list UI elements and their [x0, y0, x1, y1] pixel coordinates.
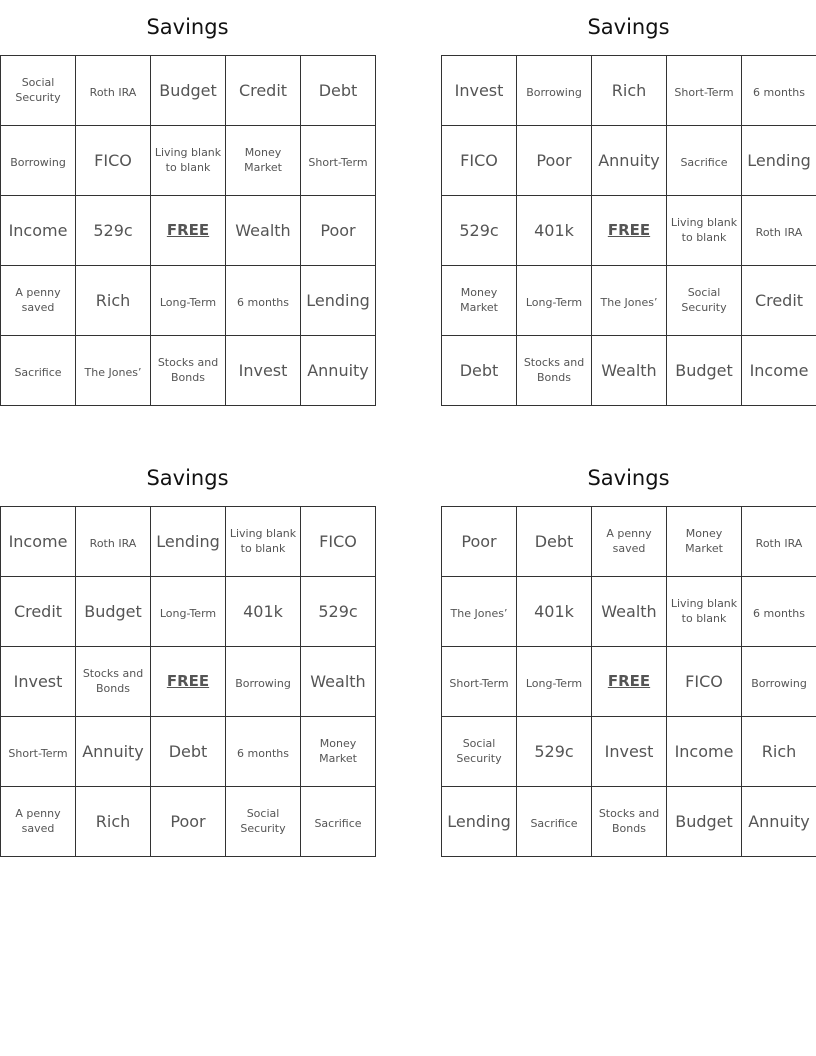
grid-row: [442, 577, 816, 647]
cell-label: Lending: [306, 290, 370, 310]
cell-label: Poor: [320, 220, 356, 240]
grid-cell: [517, 266, 592, 336]
grid-cell: [76, 126, 151, 196]
grid-cell: [151, 647, 226, 717]
cell-label: Living blank to blank: [670, 596, 738, 625]
grid-row: [442, 647, 816, 717]
grid-cell: [517, 717, 592, 787]
grid-cell: [76, 196, 151, 266]
cell-label: FICO: [94, 150, 132, 170]
cell-label: 6 months: [753, 606, 805, 620]
cell-label: Credit: [754, 290, 804, 310]
cell-label: Sacrifice: [680, 155, 728, 169]
grid-cell: [667, 507, 742, 577]
grid-cell: [517, 507, 592, 577]
grid-cell: [442, 717, 517, 787]
grid-cell: [1, 266, 76, 336]
grid-row: [442, 266, 816, 336]
grid-row: [1, 266, 376, 336]
cell-label: FICO: [319, 531, 357, 551]
grid-cell: [742, 336, 816, 406]
grid-cell: [517, 56, 592, 126]
grid-cell: [1, 126, 76, 196]
cell-label: Wealth: [235, 220, 291, 240]
grid-cell: [442, 507, 517, 577]
grid-cell: [592, 266, 667, 336]
grid-cell: [592, 647, 667, 717]
grid-cell: [226, 56, 301, 126]
cell-label: The Jones’: [600, 295, 658, 309]
grid-cell: [667, 717, 742, 787]
grid-cell: [1, 647, 76, 717]
grid-cell: [76, 717, 151, 787]
cell-label: Money Market: [460, 285, 498, 314]
cell-label: Social Security: [456, 736, 502, 765]
grid-cell: [517, 126, 592, 196]
bingo-card-4: [441, 451, 816, 857]
cell-label: Roth IRA: [89, 536, 137, 550]
cell-label: Short-Term: [8, 746, 68, 760]
cell-label: Stocks and Bonds: [598, 806, 660, 835]
grid-cell: [301, 336, 376, 406]
grid-cell: [742, 196, 816, 266]
grid-cell: [592, 507, 667, 577]
free-space-label: FREE: [166, 221, 210, 240]
grid-cell: [742, 126, 816, 196]
cell-label: Borrowing: [526, 85, 582, 99]
cell-label: Rich: [611, 80, 647, 100]
cell-label: Stocks and Bonds: [82, 666, 144, 695]
grid-row: [442, 507, 816, 577]
cell-label: Living blank to blank: [229, 526, 297, 555]
grid-cell: [151, 507, 226, 577]
grid-cell: [151, 577, 226, 647]
cell-label: Invest: [13, 671, 63, 691]
cell-label: Wealth: [601, 360, 657, 380]
grid-cell: [592, 717, 667, 787]
grid-cell: [76, 577, 151, 647]
grid-row: [1, 196, 376, 266]
grid-cell: [151, 126, 226, 196]
grid-cell: [301, 577, 376, 647]
cell-label: Sacrifice: [530, 816, 578, 830]
grid-row: [442, 126, 816, 196]
grid-cell: [226, 336, 301, 406]
cell-label: Roth IRA: [755, 536, 803, 550]
cell-label: FICO: [685, 671, 723, 691]
free-space-label: FREE: [166, 672, 210, 691]
cell-label: Roth IRA: [89, 85, 137, 99]
grid-cell: [226, 196, 301, 266]
grid-row: [442, 787, 816, 857]
cell-label: Annuity: [307, 360, 369, 380]
card-title: Savings: [146, 15, 229, 39]
cell-label: Long-Term: [159, 606, 217, 620]
cell-label: Credit: [13, 601, 63, 621]
grid-cell: [442, 787, 517, 857]
grid-row: [1, 717, 376, 787]
grid-row: [1, 787, 376, 857]
cell-label: Social Security: [240, 806, 286, 835]
cell-label: 529c: [459, 220, 499, 240]
grid-cell: [742, 56, 816, 126]
grid-cell: [76, 56, 151, 126]
cell-label: Borrowing: [235, 676, 291, 690]
grid-cell: [667, 266, 742, 336]
grid-cell: [592, 126, 667, 196]
cell-label: Debt: [318, 80, 358, 100]
cell-label: Annuity: [598, 150, 660, 170]
grid-cell: [442, 126, 517, 196]
grid-cell: [301, 787, 376, 857]
grid-cell: [517, 336, 592, 406]
grid-cell: [442, 336, 517, 406]
cell-label: Debt: [534, 531, 574, 551]
grid-cell: [517, 787, 592, 857]
grid-cell: [301, 56, 376, 126]
grid-row: [1, 577, 376, 647]
cell-label: Money Market: [244, 145, 282, 174]
cell-label: Rich: [761, 741, 797, 761]
grid-cell: [592, 577, 667, 647]
grid-cell: [667, 336, 742, 406]
grid-cell: [226, 266, 301, 336]
cell-label: Stocks and Bonds: [523, 355, 585, 384]
grid-cell: [1, 787, 76, 857]
grid-cell: [301, 266, 376, 336]
cell-label: Borrowing: [751, 676, 807, 690]
cell-label: Income: [674, 741, 734, 761]
cell-label: Money Market: [319, 736, 357, 765]
card-title: Savings: [587, 15, 670, 39]
bingo-card-3: [0, 451, 375, 857]
grid-cell: [442, 577, 517, 647]
cell-label: 401k: [534, 220, 574, 240]
cell-label: 6 months: [237, 746, 289, 760]
grid-cell: [76, 507, 151, 577]
bingo-card-1: [0, 0, 375, 406]
grid-row: [442, 56, 816, 126]
cell-label: A penny saved: [606, 526, 652, 555]
cell-label: Short-Term: [674, 85, 734, 99]
grid-cell: [742, 266, 816, 336]
grid-cell: [1, 717, 76, 787]
cell-label: Money Market: [685, 526, 723, 555]
grid-cell: [1, 577, 76, 647]
bingo-grid: [441, 55, 816, 406]
grid-cell: [151, 336, 226, 406]
cell-label: Debt: [168, 741, 208, 761]
grid-cell: [667, 56, 742, 126]
grid-cell: [301, 507, 376, 577]
cell-label: Living blank to blank: [670, 215, 738, 244]
grid-cell: [151, 717, 226, 787]
cell-label: Budget: [675, 811, 733, 831]
grid-cell: [226, 126, 301, 196]
grid-cell: [742, 787, 816, 857]
grid-cell: [742, 647, 816, 717]
cell-label: Rich: [95, 811, 131, 831]
cell-label: 529c: [318, 601, 358, 621]
cell-label: Credit: [238, 80, 288, 100]
cell-label: Roth IRA: [755, 225, 803, 239]
grid-cell: [592, 196, 667, 266]
cell-label: Poor: [536, 150, 572, 170]
cell-label: Sacrifice: [314, 816, 362, 830]
grid-cell: [667, 647, 742, 717]
grid-cell: [76, 266, 151, 336]
grid-cell: [226, 507, 301, 577]
grid-cell: [592, 787, 667, 857]
grid-cell: [76, 787, 151, 857]
cell-label: 529c: [534, 741, 574, 761]
grid-cell: [442, 56, 517, 126]
grid-cell: [667, 196, 742, 266]
grid-cell: [667, 126, 742, 196]
cell-label: Lending: [747, 150, 811, 170]
cell-label: Income: [8, 220, 68, 240]
grid-cell: [226, 577, 301, 647]
bingo-grid: [0, 506, 376, 857]
cell-label: Poor: [461, 531, 497, 551]
grid-cell: [1, 507, 76, 577]
grid-cell: [301, 196, 376, 266]
grid-cell: [742, 577, 816, 647]
cell-label: Short-Term: [449, 676, 509, 690]
grid-cell: [517, 196, 592, 266]
cell-label: A penny saved: [15, 285, 61, 314]
grid-cell: [226, 647, 301, 717]
card-title: Savings: [587, 466, 670, 490]
cell-label: Annuity: [82, 741, 144, 761]
cell-label: Invest: [238, 360, 288, 380]
cell-label: 6 months: [237, 295, 289, 309]
grid-cell: [151, 266, 226, 336]
cell-label: Invest: [454, 80, 504, 100]
grid-cell: [517, 647, 592, 717]
grid-row: [1, 336, 376, 406]
cell-label: Annuity: [748, 811, 810, 831]
cell-label: Budget: [159, 80, 217, 100]
cell-label: Stocks and Bonds: [157, 355, 219, 384]
cell-label: Long-Term: [525, 295, 583, 309]
grid-cell: [151, 196, 226, 266]
free-space-label: FREE: [607, 672, 651, 691]
grid-row: [442, 717, 816, 787]
bingo-grid: [441, 506, 816, 857]
grid-row: [1, 56, 376, 126]
cell-label: Lending: [156, 531, 220, 551]
grid-row: [1, 647, 376, 717]
grid-cell: [1, 56, 76, 126]
cell-label: 529c: [93, 220, 133, 240]
cell-label: A penny saved: [15, 806, 61, 835]
cell-label: Poor: [170, 811, 206, 831]
grid-cell: [226, 787, 301, 857]
grid-cell: [742, 507, 816, 577]
grid-cell: [301, 647, 376, 717]
grid-cell: [76, 336, 151, 406]
cell-label: Debt: [459, 360, 499, 380]
cell-label: Sacrifice: [14, 365, 62, 379]
cell-label: Living blank to blank: [154, 145, 222, 174]
cell-label: Invest: [604, 741, 654, 761]
cell-label: 401k: [534, 601, 574, 621]
cell-label: The Jones’: [84, 365, 142, 379]
grid-cell: [151, 787, 226, 857]
grid-cell: [301, 717, 376, 787]
grid-cell: [442, 196, 517, 266]
cell-label: The Jones’: [450, 606, 508, 620]
bingo-card-2: [441, 0, 816, 406]
cell-label: Long-Term: [525, 676, 583, 690]
cell-label: 401k: [243, 601, 283, 621]
cell-label: Lending: [447, 811, 511, 831]
cell-label: FICO: [460, 150, 498, 170]
free-space-label: FREE: [607, 221, 651, 240]
cell-label: Social Security: [681, 285, 727, 314]
bingo-grid: [0, 55, 376, 406]
cell-label: 6 months: [753, 85, 805, 99]
grid-cell: [667, 577, 742, 647]
grid-row: [1, 126, 376, 196]
cell-label: Budget: [84, 601, 142, 621]
grid-cell: [742, 717, 816, 787]
grid-row: [442, 196, 816, 266]
cell-label: Social Security: [15, 75, 61, 104]
grid-cell: [1, 336, 76, 406]
cell-label: Short-Term: [308, 155, 368, 169]
card-title: Savings: [146, 466, 229, 490]
grid-cell: [442, 647, 517, 717]
cell-label: Income: [8, 531, 68, 551]
cell-label: Wealth: [601, 601, 657, 621]
grid-cell: [667, 787, 742, 857]
cell-label: Rich: [95, 290, 131, 310]
cell-label: Borrowing: [10, 155, 66, 169]
grid-cell: [592, 336, 667, 406]
grid-cell: [226, 717, 301, 787]
grid-cell: [442, 266, 517, 336]
cell-label: Wealth: [310, 671, 366, 691]
grid-cell: [1, 196, 76, 266]
cell-label: Income: [749, 360, 809, 380]
grid-cell: [592, 56, 667, 126]
grid-cell: [76, 647, 151, 717]
grid-cell: [301, 126, 376, 196]
grid-row: [1, 507, 376, 577]
cell-label: Budget: [675, 360, 733, 380]
grid-cell: [517, 577, 592, 647]
grid-cell: [151, 56, 226, 126]
grid-row: [442, 336, 816, 406]
cell-label: Long-Term: [159, 295, 217, 309]
